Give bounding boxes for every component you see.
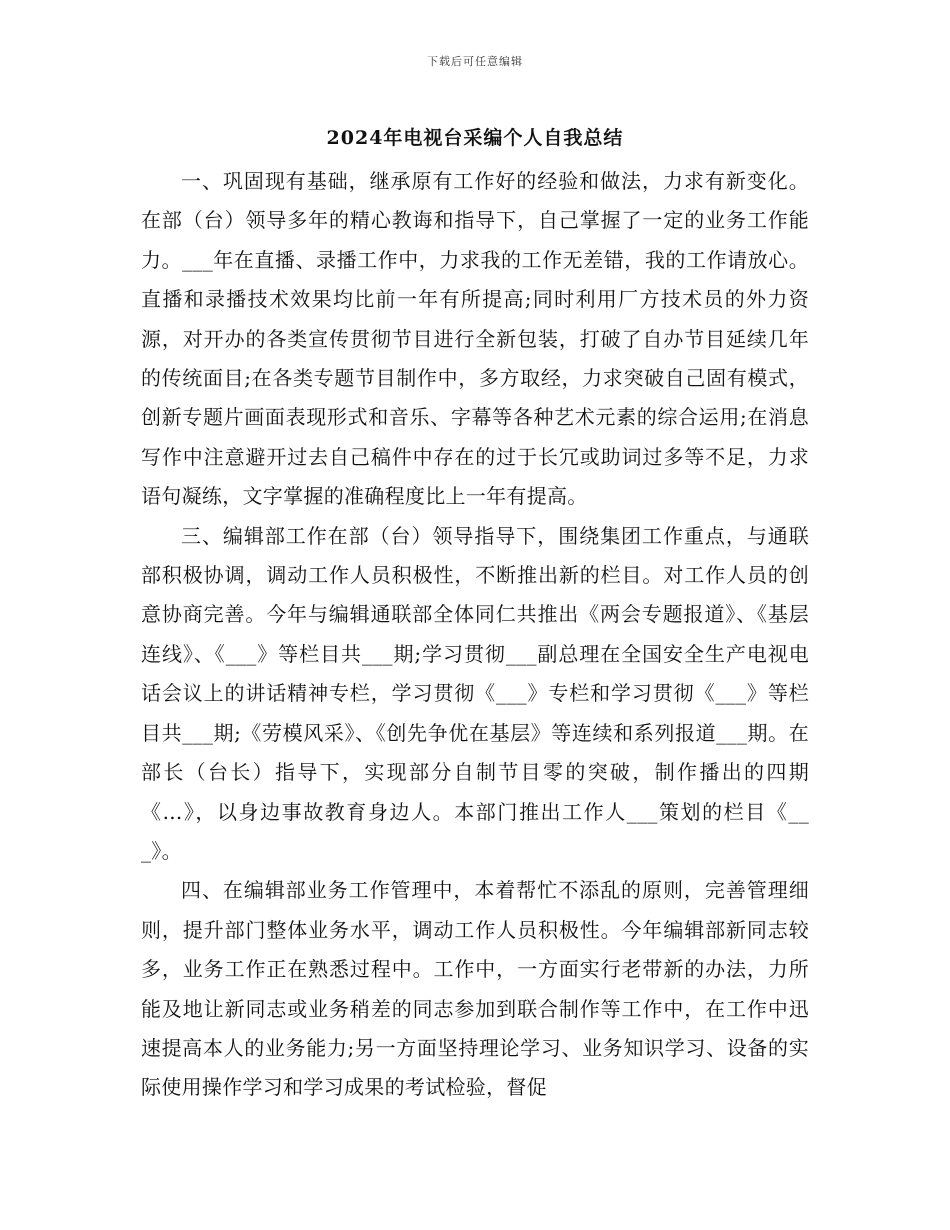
paragraph-3: 四、在编辑部业务工作管理中，本着帮忙不添乱的原则，完善管理细则，提升部门整体业务水平，调动工作人员积极性。今年编辑部新同志较多，业务工作正在熟悉过程中。工作中，一方面实行老带新的办法，力所能及地让新同志或业务稍差的同志参加到联合制作等工作中，在工作中迅速提高本人的业务能力;另一方面坚持理论学习、业务知识学习、设备的实际使用操作学习和学习成果的考试检验，督促 (141, 878, 809, 1100)
paragraph-2: 三、编辑部工作在部（台）领导指导下，围绕集团工作重点，与通联部积极协调，调动工作人员积极性，不断推出新的栏目。对工作人员的创意协商完善。今年与编辑通联部全体同仁共推出《两会专题报道》、《基层连线》、《___》等栏目共___期;学习贯彻___副总理在全国安全生产电视电话会议上的讲话精神专栏，学习贯彻《___》专栏和学习贯彻《___》等栏目共___期;《劳模风采》、《创先争优在基层》等连续和系列报道___期。在部长（台长）指导下，实现部分自制节目零的突破，制作播出的四期《...》，以身边事故教育身边人。本部门推出工作人___策划的栏目《___》。 (141, 523, 809, 863)
page-header-note: 下载后可任意编辑 (427, 55, 523, 68)
document-title: 2024年电视台采编个人自我总结 (326, 127, 624, 149)
paragraph-1: 一、巩固现有基础，继承原有工作好的经验和做法，力求有新变化。在部（台）领导多年的精心教诲和指导下，自己掌握了一定的业务工作能力。___年在直播、录播工作中，力求我的工作无差错，我的工作请放心。直播和录播技术效果均比前一年有所提高;同时利用厂方技术员的外力资源，对开办的各类宣传贯彻节目进行全新包装，打破了自办节目延续几年的传统面目;在各类专题节目制作中，多方取经，力求突破自己固有模式，创新专题片画面表现形式和音乐、字幕等各种艺术元素的综合运用;在消息写作中注意避开过去自己稿件中存在的过于长冗或助词过多等不足，力求语句凝练，文字掌握的准确程度比上一年有提高。 (141, 169, 809, 509)
document-body (141, 162, 809, 1108)
